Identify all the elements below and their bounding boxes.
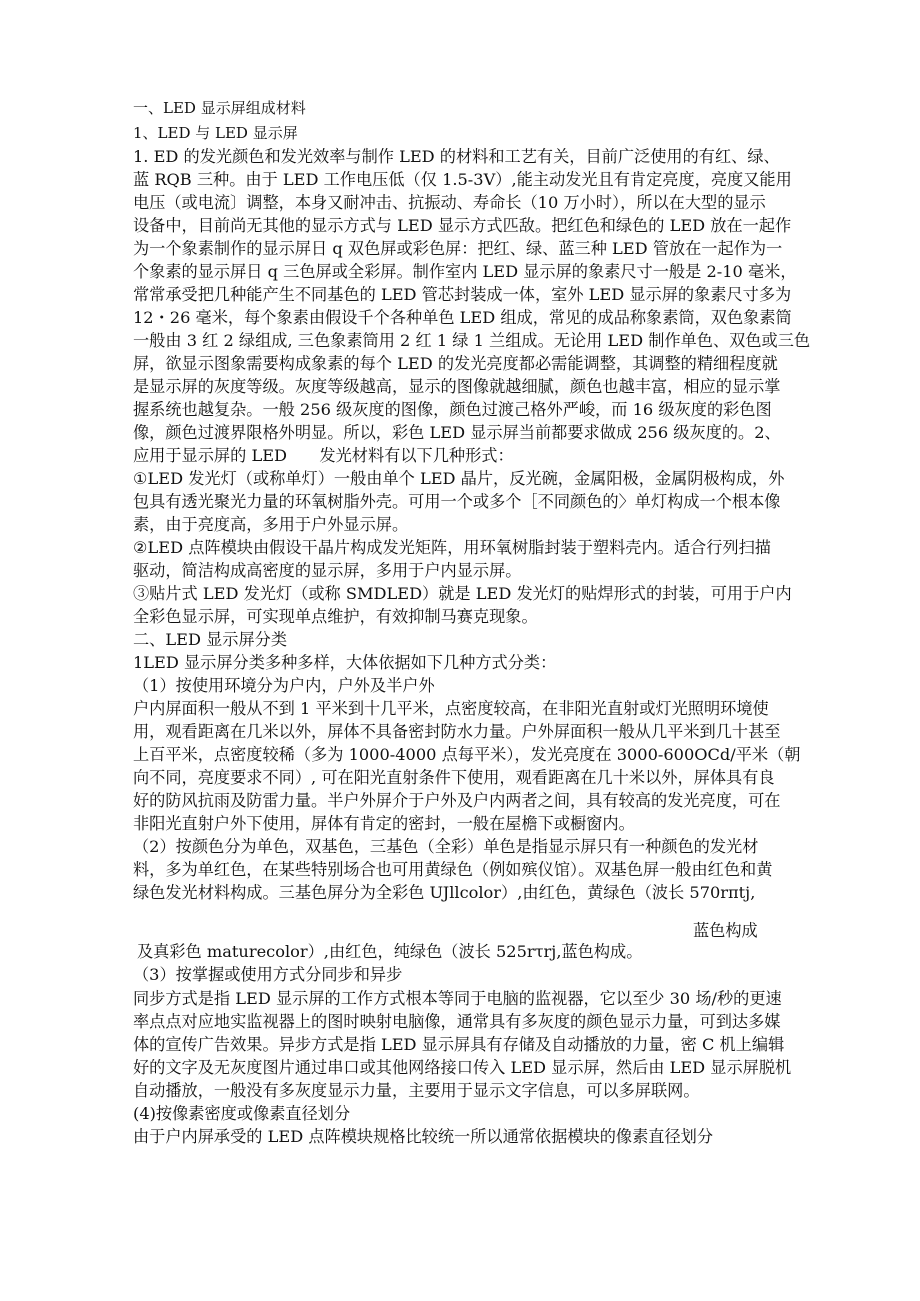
body-text-line: 1. ED 的发光颜色和发光效率与制作 LED 的材料和工艺有关，目前广泛使用的有红、绿、 bbox=[133, 147, 780, 166]
body-text-line: 向不同，亮度要求不同）, 可在阳光直射条件下使用，观看距离在几十米以外，屏体具有良 bbox=[133, 768, 775, 787]
section-heading: 一、LED 显示屏组成材料 bbox=[133, 99, 306, 117]
body-text-line: 包具有透光聚光力量的环氧树脂外壳。可用一个或多个［不同颜色的〉单灯构成一个根本像 bbox=[133, 492, 781, 511]
body-text-line: 12・26 毫米，每个象素由假设千个各种单色 LED 组成，常见的成品称象素筒，双色象素筒 bbox=[133, 308, 792, 327]
body-text-line: 同步方式是指 LED 显示屏的工作方式根本等同于电脑的监视器，它以至少 30 场/秒的更速 bbox=[133, 989, 782, 1008]
body-text-line: 上百平米，点密度较稀（多为 1000-4000 点每平米），发光亮度在 3000-600OCd/平米（朝 bbox=[133, 745, 801, 764]
body-text-line: 驱动，简洁构成高密度的显示屏，多用于户内显示屏。 bbox=[133, 561, 522, 580]
section-heading: 二、LED 显示屏分类 bbox=[133, 630, 288, 649]
subsection-heading: 1、LED 与 LED 显示屏 bbox=[133, 124, 298, 142]
body-text-line: 由于户内屏承受的 LED 点阵模块规格比较统一所以通常依据模块的像素直径划分 bbox=[133, 1127, 714, 1146]
body-text-line: 蓝 RQB 三种。由于 LED 工作电压低（仅 1.5-3V）,能主动发光且有肯定亮度，亮度又能用 bbox=[133, 170, 792, 189]
body-text-line: 握系统也越复杂。一般 256 级灰度的图像，颜色过渡己格外严峻，而 16 级灰度的彩色图 bbox=[133, 400, 772, 419]
body-text-line: 设备中，目前尚无其他的显示方式与 LED 显示方式匹敌。把红色和绿色的 LED 放在一起作 bbox=[133, 216, 792, 235]
body-text-line: ①LED 发光灯（或称单灯）一般由单个 LED 晶片，反光碗，金属阳极，金属阴极构成，外 bbox=[133, 469, 785, 488]
body-text-line: 个象素的显示屏日 q 三色屏或全彩屏。制作室内 LED 显示屏的象素尺寸一般是 2-10 毫米， bbox=[133, 262, 797, 281]
body-text-line: 自动播放，一般没有多灰度显示力量，主要用于显示文字信息，可以多屏联网。 bbox=[133, 1081, 700, 1100]
body-text-line: 蓝色构成 bbox=[693, 921, 758, 940]
body-text-line: 像，颜色过渡界限格外明显。所以，彩色 LED 显示屏当前都要求做成 256 级灰度的。2、 bbox=[133, 423, 781, 442]
body-text-line: 电压（或电流〕调整，本身又耐冲击、抗振动、寿命长（10 万小时），所以在大型的显示 bbox=[133, 193, 766, 212]
body-text-line: 是显示屏的灰度等级。灰度等级越高，显示的图像就越细腻，颜色也越丰富，相应的显示掌 bbox=[133, 377, 781, 396]
body-text-line: （1）按使用环境分为户内，户外及半户外 bbox=[133, 676, 435, 695]
body-text-line: 1LED 显示屏分类多种多样，大体依据如下几种方式分类： bbox=[133, 653, 557, 672]
body-text-line: 户内屏面积一般从不到 1 平米到十几平米，点密度较高，在非阳光直射或灯光照明环境使 bbox=[133, 699, 769, 718]
body-text-line: 全彩色显示屏，可实现单点维护，有效抑制马赛克现象。 bbox=[133, 607, 538, 626]
body-text-line: ③贴片式 LED 发光灯（或称 SMDLED）就是 LED 发光灯的贴焊形式的封装，可用于户内 bbox=[133, 584, 792, 603]
body-text-line: 常常承受把几种能产生不同基色的 LED 管芯封装成一体，室外 LED 显示屏的象素尺寸多为 bbox=[133, 285, 792, 304]
body-text-line: 素，由于亮度高，多用于户外显示屏。 bbox=[133, 515, 409, 534]
body-text-line: 屏，欲显示图象需要构成象素的每个 LED 的发光亮度都必需能调整，其调整的精细程度就 bbox=[133, 354, 778, 373]
body-text-line: （2）按颜色分为单色，双基色，三基色（全彩）单色是指显示屏只有一种颜色的发光材 bbox=[133, 837, 759, 856]
body-text-line: 一般由 3 红 2 绿组成, 三色象素筒用 2 红 1 绿 1 兰组成。无论用 LED 制作单色、双色或三色 bbox=[133, 331, 811, 350]
body-text-line: （3）按掌握或使用方式分同步和异步 bbox=[133, 965, 403, 984]
body-text-line: 及真彩色 maturecolor）,由红色，纯绿色（波长 525rτrj,蓝色构成。 bbox=[137, 942, 643, 961]
body-text-line: 好的文字及无灰度图片通过串口或其他网络接口传入 LED 显示屏，然后由 LED 显示屏脱机 bbox=[133, 1058, 792, 1077]
body-text-line: (4)按像素密度或像素直径划分 bbox=[133, 1104, 351, 1123]
body-text-line: 体的宣传广告效果。异步方式是指 LED 显示屏具有存储及自动播放的力量，密 C 机上编辑 bbox=[133, 1035, 785, 1054]
body-text-line: 非阳光直射户外下使用，屏体有肯定的密封，一般在屋檐下或橱窗内。 bbox=[133, 814, 635, 833]
body-text-line: 用，观看距离在几米以外，屏体不具备密封防水力量。户外屏面积一般从几平米到几十甚至 bbox=[133, 722, 781, 741]
body-text-line: 料，多为单红色，在某些特别场合也可用黄绿色（例如殡仪馆）。双基色屏一般由红色和黄 bbox=[133, 860, 773, 879]
body-text-line: 绿色发光材料构成。三基色屏分为全彩色 UJllcolor）,由红色，黄绿色（波长 570rπtj, bbox=[133, 883, 756, 902]
body-text-line: 率点点对应地实监视器上的图时映射电脑像，通常具有多灰度的颜色显示力量，可到达多媒 bbox=[133, 1012, 781, 1031]
body-text-line: 为一个象素制作的显示屏日 q 双色屏或彩色屏：把红、绿、蓝三种 LED 管放在一起作为一 bbox=[133, 239, 783, 258]
body-text-line: ②LED 点阵模块由假设干晶片构成发光矩阵，用环氧树脂封装于塑料壳内。适合行列扫描 bbox=[133, 538, 771, 557]
body-text-line: 好的防风抗雨及防雷力量。半户外屏介于户外及户内两者之间，具有较高的发光亮度，可在 bbox=[133, 791, 781, 810]
body-text-line: 应用于显示屏的 LED 发光材料有以下几种形式： bbox=[133, 446, 514, 465]
